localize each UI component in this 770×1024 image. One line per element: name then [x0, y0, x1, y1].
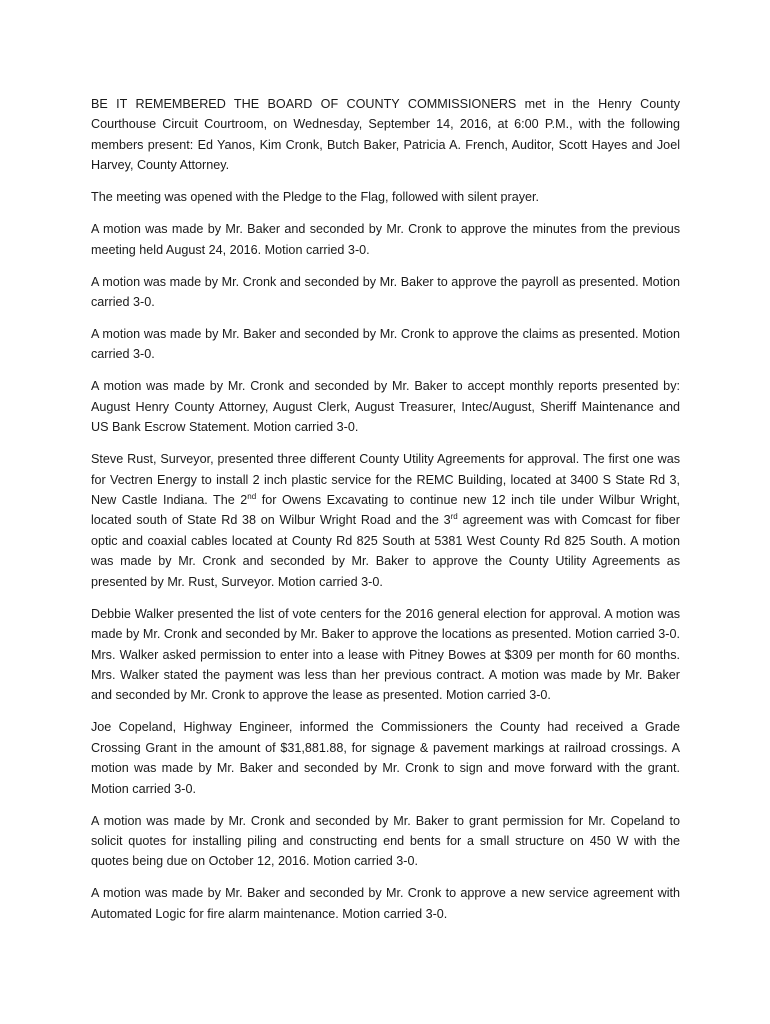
- paragraph-service-agreement: A motion was made by Mr. Baker and seconded by Mr. Cronk to approve a new service agreement with Automated Logic for fire alarm maintenance. Motion carried 3-0.: [91, 886, 680, 921]
- paragraph-monthly-reports-motion: A motion was made by Mr. Cronk and seconded by Mr. Baker to accept monthly reports presented by: August Henry County Attorney, August Clerk, August Treasurer, Intec/August, Sheriff Maintenance and US Bank Escrow Statement. Motion carried 3-0.: [91, 379, 680, 435]
- paragraph-utility-agreements: [91, 449, 680, 592]
- utility-text-part-2: for Owens Excavating to continue new 12 inch tile under Wilbur Wright, located south of State Rd 38 on Wilbur Wright Road and the 3: [91, 493, 680, 528]
- paragraph-grade-crossing-grant: Joe Copeland, Highway Engineer, informed the Commissioners the County had received a Grade Crossing Grant in the amount of $31,881.88, for signage & pavement markings at railroad crossings. A motion was made by Mr. Baker and seconded by Mr. Cronk to sign and move forward with the grant. Motion carried 3-0.: [91, 720, 680, 796]
- paragraph-opening: The meeting was opened with the Pledge to the Flag, followed with silent prayer.: [91, 190, 540, 205]
- paragraph-quotes-permission: A motion was made by Mr. Cronk and seconded by Mr. Baker to grant permission for Mr. Copeland to solicit quotes for installing piling and constructing end bents for a small structure on 450 W with the quotes being due on October 12, 2016. Motion carried 3-0.: [91, 813, 680, 869]
- paragraph-payroll-motion: A motion was made by Mr. Cronk and seconded by Mr. Baker to approve the payroll as presented. Motion carried 3-0.: [91, 274, 680, 310]
- paragraph-vote-centers: Debbie Walker presented the list of vote centers for the 2016 general election for approval. A motion was made by Mr. Cronk and seconded by Mr. Baker to approve the locations as presented. Motion carried 3-0. Mrs. Walker asked permission to enter into a lease with Pitney Bowes at $309 per month for 60 months. Mrs. Walker stated the payment was less than her previous contract. A motion was made by Mr. Baker and seconded by Mr. Cronk to approve the lease as presented. Motion carried 3-0.: [91, 606, 680, 703]
- utility-text-part-1: Steve Rust, Surveyor, presented three different County Utility Agreements for approval. The first one was for Vectren Energy to install 2 inch plastic service for the REMC Building, located at 3400 S State Rd 3, New Castle Indiana. The 2: [91, 452, 680, 508]
- paragraph-claims-motion: A motion was made by Mr. Baker and seconded by Mr. Cronk to approve the claims as presented. Motion carried 3-0.: [91, 327, 680, 362]
- utility-text-part-3: agreement was with Comcast for fiber optic and coaxial cables located at County Rd 825 South at 5381 West County Rd 825 South. A motion was made by Mr. Cronk and seconded by Mr. Baker to approve the County Utility Agreements as presented by Mr. Rust, Surveyor. Motion carried 3-0.: [91, 513, 681, 589]
- document-body: [91, 94, 680, 936]
- superscript-nd: nd: [247, 492, 257, 502]
- paragraph-minutes-motion: A motion was made by Mr. Baker and seconded by Mr. Cronk to approve the minutes from the previous meeting held August 24, 2016. Motion carried 3-0.: [91, 222, 680, 257]
- paragraph-attendance: BE IT REMEMBERED THE BOARD OF COUNTY COMMISSIONERS met in the Henry County Courthouse Circuit Courtroom, on Wednesday, September 14, 2016, at 6:00 P.M., with the following members present: Ed Yanos, Kim Cronk, Butch Baker, Patricia A. French, Auditor, Scott Hayes and Joel Harvey, County Attorney.: [91, 97, 680, 173]
- superscript-rd: rd: [450, 512, 458, 522]
